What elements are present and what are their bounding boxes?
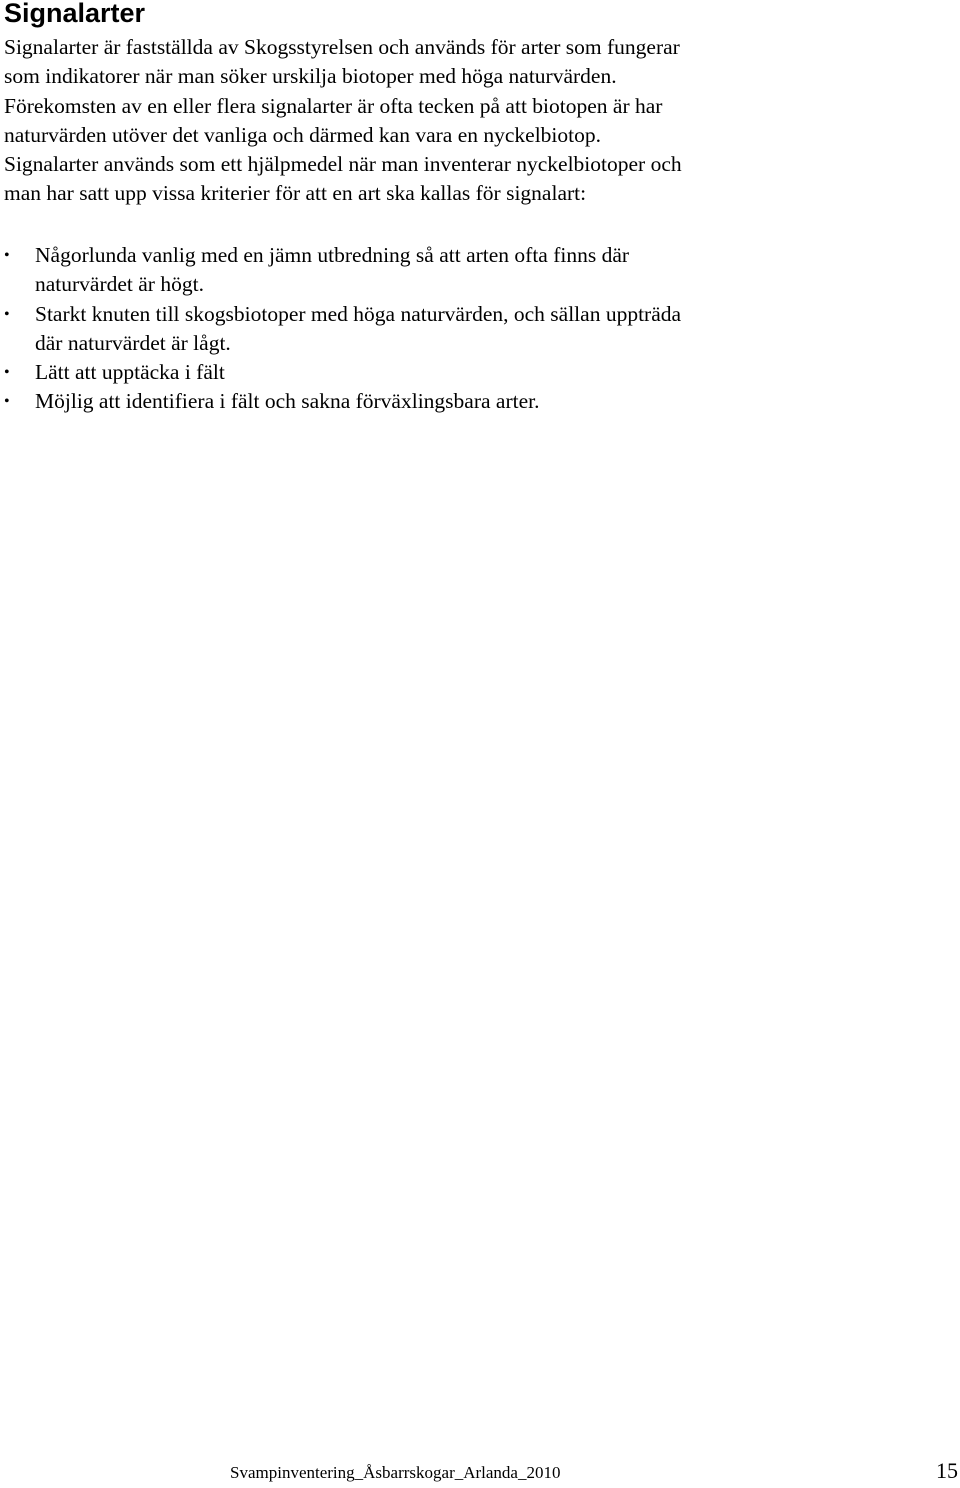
paragraph-line: Signalarter är fastställda av Skogsstyrelsen och används för arter som fungerar [4, 35, 680, 59]
paragraph-line: man har satt upp vissa kriterier för att en art ska kallas för signalart: [4, 181, 587, 206]
page-title: Signalarter [4, 0, 146, 28]
list-item [0, 300, 900, 359]
paragraph-line: som indikatorer när man söker urskilja biotoper med höga naturvärden. [4, 64, 617, 89]
list-item-text: naturvärdet är högt. [35, 272, 204, 297]
list-item [0, 241, 900, 300]
paragraph-line: Signalarter används som ett hjälpmedel när man inventerar nyckelbiotoper och [4, 152, 682, 177]
bullet-icon: • [4, 393, 10, 411]
criteria-list [0, 241, 900, 417]
list-item-text: Lätt att upptäcka i fält [35, 360, 225, 385]
paragraph-line: naturvärden utöver det vanliga och därmed kan vara en nyckelbiotop. [4, 122, 601, 147]
intro-paragraph [4, 33, 904, 209]
page-number: 15 [936, 1458, 958, 1483]
list-item-text: Starkt knuten till skogsbiotoper med höga naturvärden, och sällan uppträda [35, 301, 682, 326]
paragraph-line: Förekomsten av en eller flera signalarter är ofta tecken på att biotopen är har [4, 93, 663, 118]
list-item [0, 387, 900, 416]
bullet-icon: • [4, 364, 10, 382]
list-item [0, 358, 900, 387]
list-item-text: Möjlig att identifiera i fält och sakna förväxlingsbara arter. [35, 389, 540, 414]
list-item-text: där naturvärdet är lågt. [35, 330, 231, 355]
bullet-icon: • [4, 247, 10, 264]
bullet-icon: • [4, 305, 10, 323]
list-item-text: Någorlunda vanlig med en jämn utbredning så att arten ofta finns där [35, 243, 630, 267]
footer-document-name: Svampinventering_Åsbarrskogar_Arlanda_2010 [230, 1463, 561, 1482]
